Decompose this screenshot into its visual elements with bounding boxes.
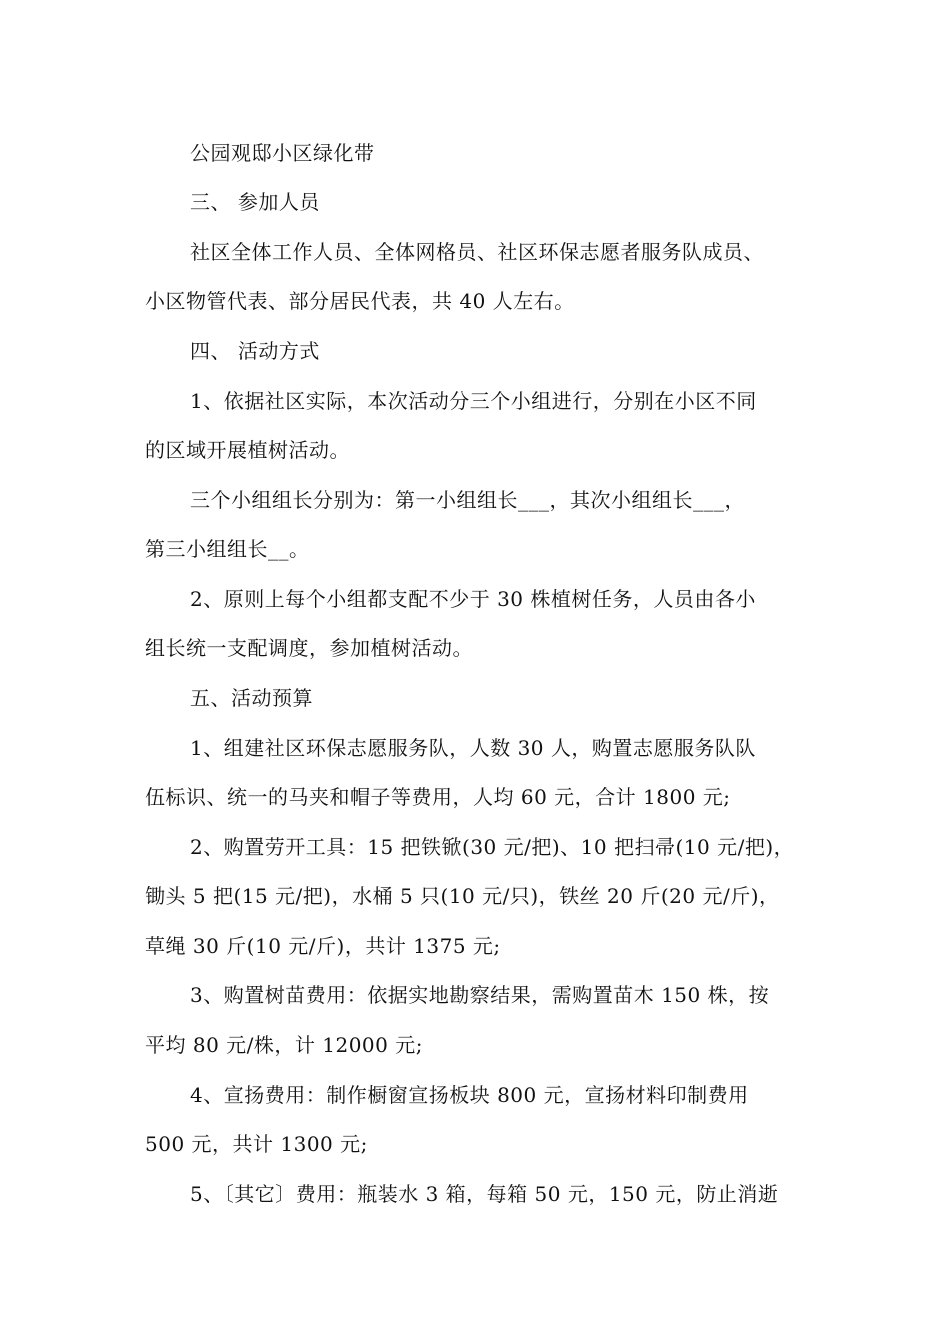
- section-heading-method: 四、 活动方式: [190, 339, 320, 363]
- text-line: 500 元，共计 1300 元;: [145, 1132, 368, 1156]
- text-line: 5、〔其它〕费用：瓶装水 3 箱，每箱 50 元，150 元，防止消逝: [190, 1182, 779, 1206]
- text-line: 1、组建社区环保志愿服务队，人数 30 人，购置志愿服务队队: [190, 736, 756, 760]
- text-line: 伍标识、统一的马夹和帽子等费用，人均 60 元，合计 1800 元;: [145, 785, 731, 809]
- text-line: 2、原则上每个小组都支配不少于 30 株植树任务，人员由各小: [190, 587, 756, 611]
- text-line: 第三小组组长__。: [145, 537, 310, 561]
- section-heading-participants: 三、 参加人员: [190, 190, 320, 214]
- text-line: 锄头 5 把(15 元/把)，水桶 5 只(10 元/只)，铁丝 20 斤(20 元/斤)，: [145, 884, 780, 908]
- text-line: 社区全体工作人员、全体网格员、社区环保志愿者服务队成员、: [190, 240, 764, 264]
- text-line: 组长统一支配调度，参加植树活动。: [145, 636, 473, 660]
- text-line: 的区域开展植树活动。: [145, 438, 350, 462]
- text-line: 2、购置劳开工具：15 把铁锨(30 元/把)、10 把扫帚(10 元/把)，: [190, 835, 795, 859]
- text-line: 草绳 30 斤(10 元/斤)，共计 1375 元;: [145, 934, 501, 958]
- text-line: 平均 80 元/株，计 12000 元;: [145, 1033, 423, 1057]
- text-line-location: 公园观邸小区绿化带: [190, 141, 375, 165]
- text-line: 1、依据社区实际，本次活动分三个小组进行，分别在小区不同: [190, 389, 757, 413]
- text-line: 三个小组组长分别为：第一小组组长___，其次小组组长___，: [190, 488, 745, 512]
- text-line: 小区物管代表、部分居民代表，共 40 人左右。: [145, 289, 575, 313]
- text-line: 4、宣扬费用：制作橱窗宣扬板块 800 元，宣扬材料印制费用: [190, 1083, 749, 1107]
- text-line: 3、购置树苗费用：依据实地勘察结果，需购置苗木 150 株，按: [190, 983, 770, 1007]
- section-heading-budget: 五、活动预算: [190, 686, 313, 710]
